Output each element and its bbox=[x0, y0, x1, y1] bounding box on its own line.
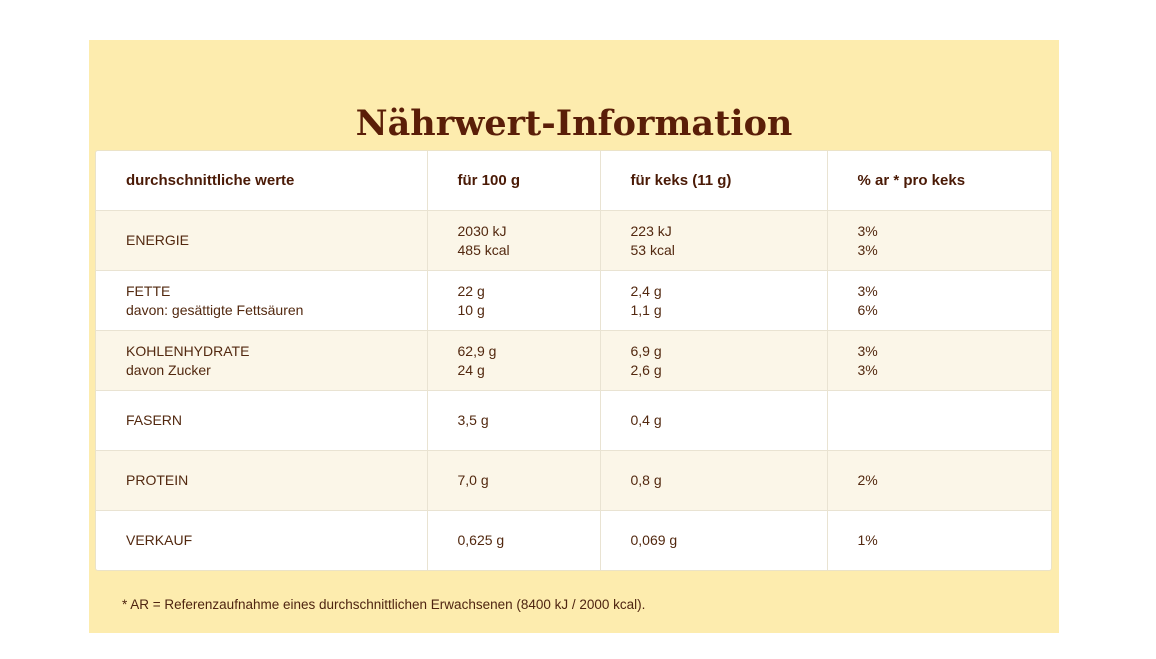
row-label bbox=[96, 271, 427, 331]
value-ar-percent bbox=[827, 511, 1052, 571]
table-row-fasern bbox=[96, 391, 1052, 451]
value-line: 24 g bbox=[457, 361, 485, 378]
column-header-values: durchschnittliche werte bbox=[96, 151, 427, 211]
value-per-keks bbox=[600, 211, 827, 271]
value-line: 0,4 g bbox=[630, 412, 662, 428]
column-header-per-keks: für keks (11 g) bbox=[600, 151, 827, 211]
value-per-keks bbox=[600, 331, 827, 391]
value-per-100g bbox=[427, 391, 600, 451]
value-line: 6,9 g bbox=[630, 342, 662, 359]
value-line: 10 g bbox=[457, 301, 485, 318]
value-per-keks bbox=[600, 511, 827, 571]
value-line: 62,9 g bbox=[457, 342, 497, 359]
value-line: 3,5 g bbox=[457, 412, 489, 428]
value-per-100g bbox=[427, 451, 600, 511]
value-line: 2,4 g bbox=[630, 282, 662, 299]
value-line: 0,069 g bbox=[630, 532, 678, 548]
nutrient-subname: davon: gesättigte Fettsäuren bbox=[126, 301, 304, 318]
table-row-fette bbox=[96, 271, 1052, 331]
value-per-keks bbox=[600, 271, 827, 331]
nutrient-name: PROTEIN bbox=[126, 472, 189, 488]
table-row-energie bbox=[96, 211, 1052, 271]
table-row-kohlenhydrate bbox=[96, 331, 1052, 391]
row-label bbox=[96, 391, 427, 451]
value-per-100g bbox=[427, 511, 600, 571]
table-header-row bbox=[96, 151, 1052, 211]
value-line: 3% bbox=[857, 222, 878, 239]
value-ar-percent bbox=[827, 211, 1052, 271]
value-line: 485 kcal bbox=[457, 241, 510, 258]
value-line: 2030 kJ bbox=[457, 222, 507, 239]
row-label bbox=[96, 331, 427, 391]
table-row-verkauf bbox=[96, 511, 1052, 571]
row-label bbox=[96, 511, 427, 571]
table-row-protein bbox=[96, 451, 1052, 511]
value-line: 3% bbox=[857, 282, 878, 299]
nutrient-name: KOHLENHYDRATE bbox=[126, 342, 250, 359]
nutrition-table bbox=[96, 151, 1052, 570]
nutrient-name: VERKAUF bbox=[126, 532, 193, 548]
value-line: 2% bbox=[857, 472, 878, 488]
column-header-ar-percent: % ar * pro keks bbox=[827, 151, 1052, 211]
nutrition-table-card bbox=[95, 150, 1052, 571]
value-line: 1% bbox=[857, 532, 878, 548]
footnote: * AR = Referenzaufnahme eines durchschnittlichen Erwachsenen (8400 kJ / 2000 kcal). bbox=[122, 597, 646, 612]
value-line: 2,6 g bbox=[630, 361, 662, 378]
value-line: 7,0 g bbox=[457, 472, 489, 488]
page-title: Nährwert-Information bbox=[355, 103, 793, 144]
value-line: 0,8 g bbox=[630, 472, 662, 488]
value-ar-percent bbox=[827, 271, 1052, 331]
value-line: 223 kJ bbox=[630, 222, 672, 239]
value-per-100g bbox=[427, 211, 600, 271]
value-line: 22 g bbox=[457, 282, 485, 299]
value-ar-percent bbox=[827, 451, 1052, 511]
nutrient-name: FASERN bbox=[126, 412, 183, 428]
value-line: 3% bbox=[857, 361, 878, 378]
value-line: 3% bbox=[857, 342, 878, 359]
value-ar-percent bbox=[827, 331, 1052, 391]
row-label bbox=[96, 211, 427, 271]
value-line: 0,625 g bbox=[457, 532, 505, 548]
value-ar-percent bbox=[827, 391, 1052, 451]
value-line: 1,1 g bbox=[630, 301, 662, 318]
value-per-100g bbox=[427, 271, 600, 331]
nutrient-subname: davon Zucker bbox=[126, 361, 211, 378]
nutrient-name: ENERGIE bbox=[126, 232, 190, 248]
value-line: 6% bbox=[857, 301, 878, 318]
row-label bbox=[96, 451, 427, 511]
value-per-100g bbox=[427, 331, 600, 391]
value-per-keks bbox=[600, 391, 827, 451]
value-line: 3% bbox=[857, 241, 878, 258]
value-line: 53 kcal bbox=[630, 241, 675, 258]
column-header-per-100g: für 100 g bbox=[427, 151, 600, 211]
nutrient-name: FETTE bbox=[126, 282, 171, 299]
value-per-keks bbox=[600, 451, 827, 511]
